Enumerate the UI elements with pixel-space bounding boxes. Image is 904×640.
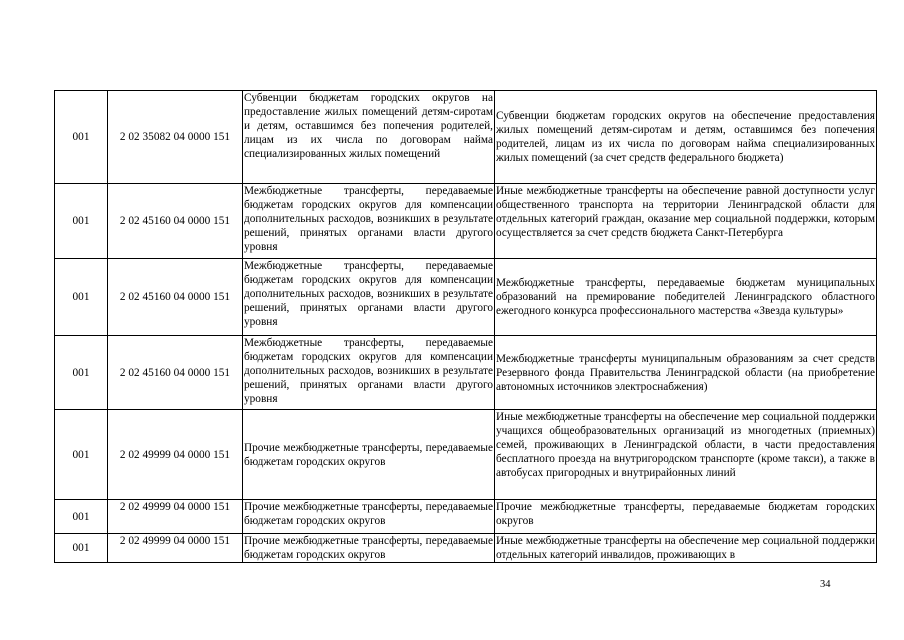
table-row: [55, 500, 877, 534]
income-description-cell: Иные межбюджетные трансферты на обеспечение равной доступности услуг общественного транспорта на территории Ленинградской области для отдельных категорий граждан, оказание мер социальной поддержки, которым осуществляется за счет средств бюджета Санкт-Петербурга: [495, 184, 877, 259]
admin-code-cell: 001: [55, 410, 108, 500]
income-name-cell: Межбюджетные трансферты, передаваемые бюджетам городских округов для компенсации дополнительных расходов, возникших в результате решений, принятых органами власти другого уровня: [243, 336, 495, 410]
page-number: 34: [820, 579, 831, 590]
table-row: [55, 336, 877, 410]
income-name-cell: Прочие межбюджетные трансферты, передаваемые бюджетам городских округов: [244, 535, 493, 561]
income-name-cell: Прочие межбюджетные трансферты, передаваемые бюджетам городских округов: [243, 410, 495, 500]
table-row: [55, 259, 877, 336]
budget-code-cell: 2 02 49999 04 0000 151: [108, 500, 243, 534]
income-description-cell: Межбюджетные трансферты муниципальным образованиям за счет средств Резервного фонда Правительства Ленинградской области (на приобретение автономных источников электроснабжения): [495, 336, 877, 410]
income-description-cell: Иные межбюджетные трансферты на обеспечение мер социальной поддержки отдельных категорий инвалидов, проживающих в: [496, 535, 875, 561]
budget-code-cell: 2 02 35082 04 0000 151: [108, 91, 243, 184]
admin-code-cell: 001: [55, 91, 108, 184]
budget-code-cell: 2 02 49999 04 0000 151: [108, 534, 243, 563]
income-name-cell: Прочие межбюджетные трансферты, передаваемые бюджетам городских округов: [243, 500, 495, 534]
income-name-cell: Межбюджетные трансферты, передаваемые бюджетам городских округов для компенсации дополнительных расходов, возникших в результате решений, принятых органами власти другого уровня: [243, 184, 495, 259]
table-row: [55, 91, 877, 184]
admin-code-cell: 001: [55, 534, 108, 563]
table-row: [55, 534, 877, 563]
income-description-cell: Прочие межбюджетные трансферты, передаваемые бюджетам городских округов: [495, 500, 877, 534]
table-row: [55, 184, 877, 259]
table-row: [55, 410, 877, 500]
admin-code-cell: 001: [55, 500, 108, 534]
admin-code-cell: 001: [55, 184, 108, 259]
admin-code-cell: 001: [55, 259, 108, 336]
admin-code-cell: 001: [55, 336, 108, 410]
income-description-cell: Субвенции бюджетам городских округов на обеспечение предоставления жилых помещений детям-сиротам и детям, оставшимся без попечения родителей, лицам из их числа по договорам найма специализированных жилых помещений (за счет средств федерального бюджета): [495, 91, 877, 184]
income-description-cell: Иные межбюджетные трансферты на обеспечение мер социальной поддержки учащихся общеобразовательных организаций из многодетных (приемных) семей, проживающих в Ленинградской области, в части предоставления бесплатного проезда на внутригородском транспорте (кроме такси), а также в автобусах пригородных и внутрирайонных линий: [495, 410, 877, 500]
budget-code-cell: 2 02 45160 04 0000 151: [108, 259, 243, 336]
budget-code-cell: 2 02 45160 04 0000 151: [108, 184, 243, 259]
budget-codes-table: [54, 90, 877, 563]
income-name-cell: Субвенции бюджетам городских округов на предоставление жилых помещений детям-сиротам и детям, оставшимся без попечения родителей, лицам из их числа по договорам найма специализированных жилых помещений: [243, 91, 495, 184]
budget-code-cell: 2 02 45160 04 0000 151: [108, 336, 243, 410]
income-description-cell: Межбюджетные трансферты, передаваемые бюджетам муниципальных образований на премирование победителей Ленинградского областного ежегодного конкурса профессионального мастерства «Звезда культуры»: [495, 259, 877, 336]
budget-code-cell: 2 02 49999 04 0000 151: [108, 410, 243, 500]
income-name-cell: Межбюджетные трансферты, передаваемые бюджетам городских округов для компенсации дополнительных расходов, возникших в результате решений, принятых органами власти другого уровня: [243, 259, 495, 336]
